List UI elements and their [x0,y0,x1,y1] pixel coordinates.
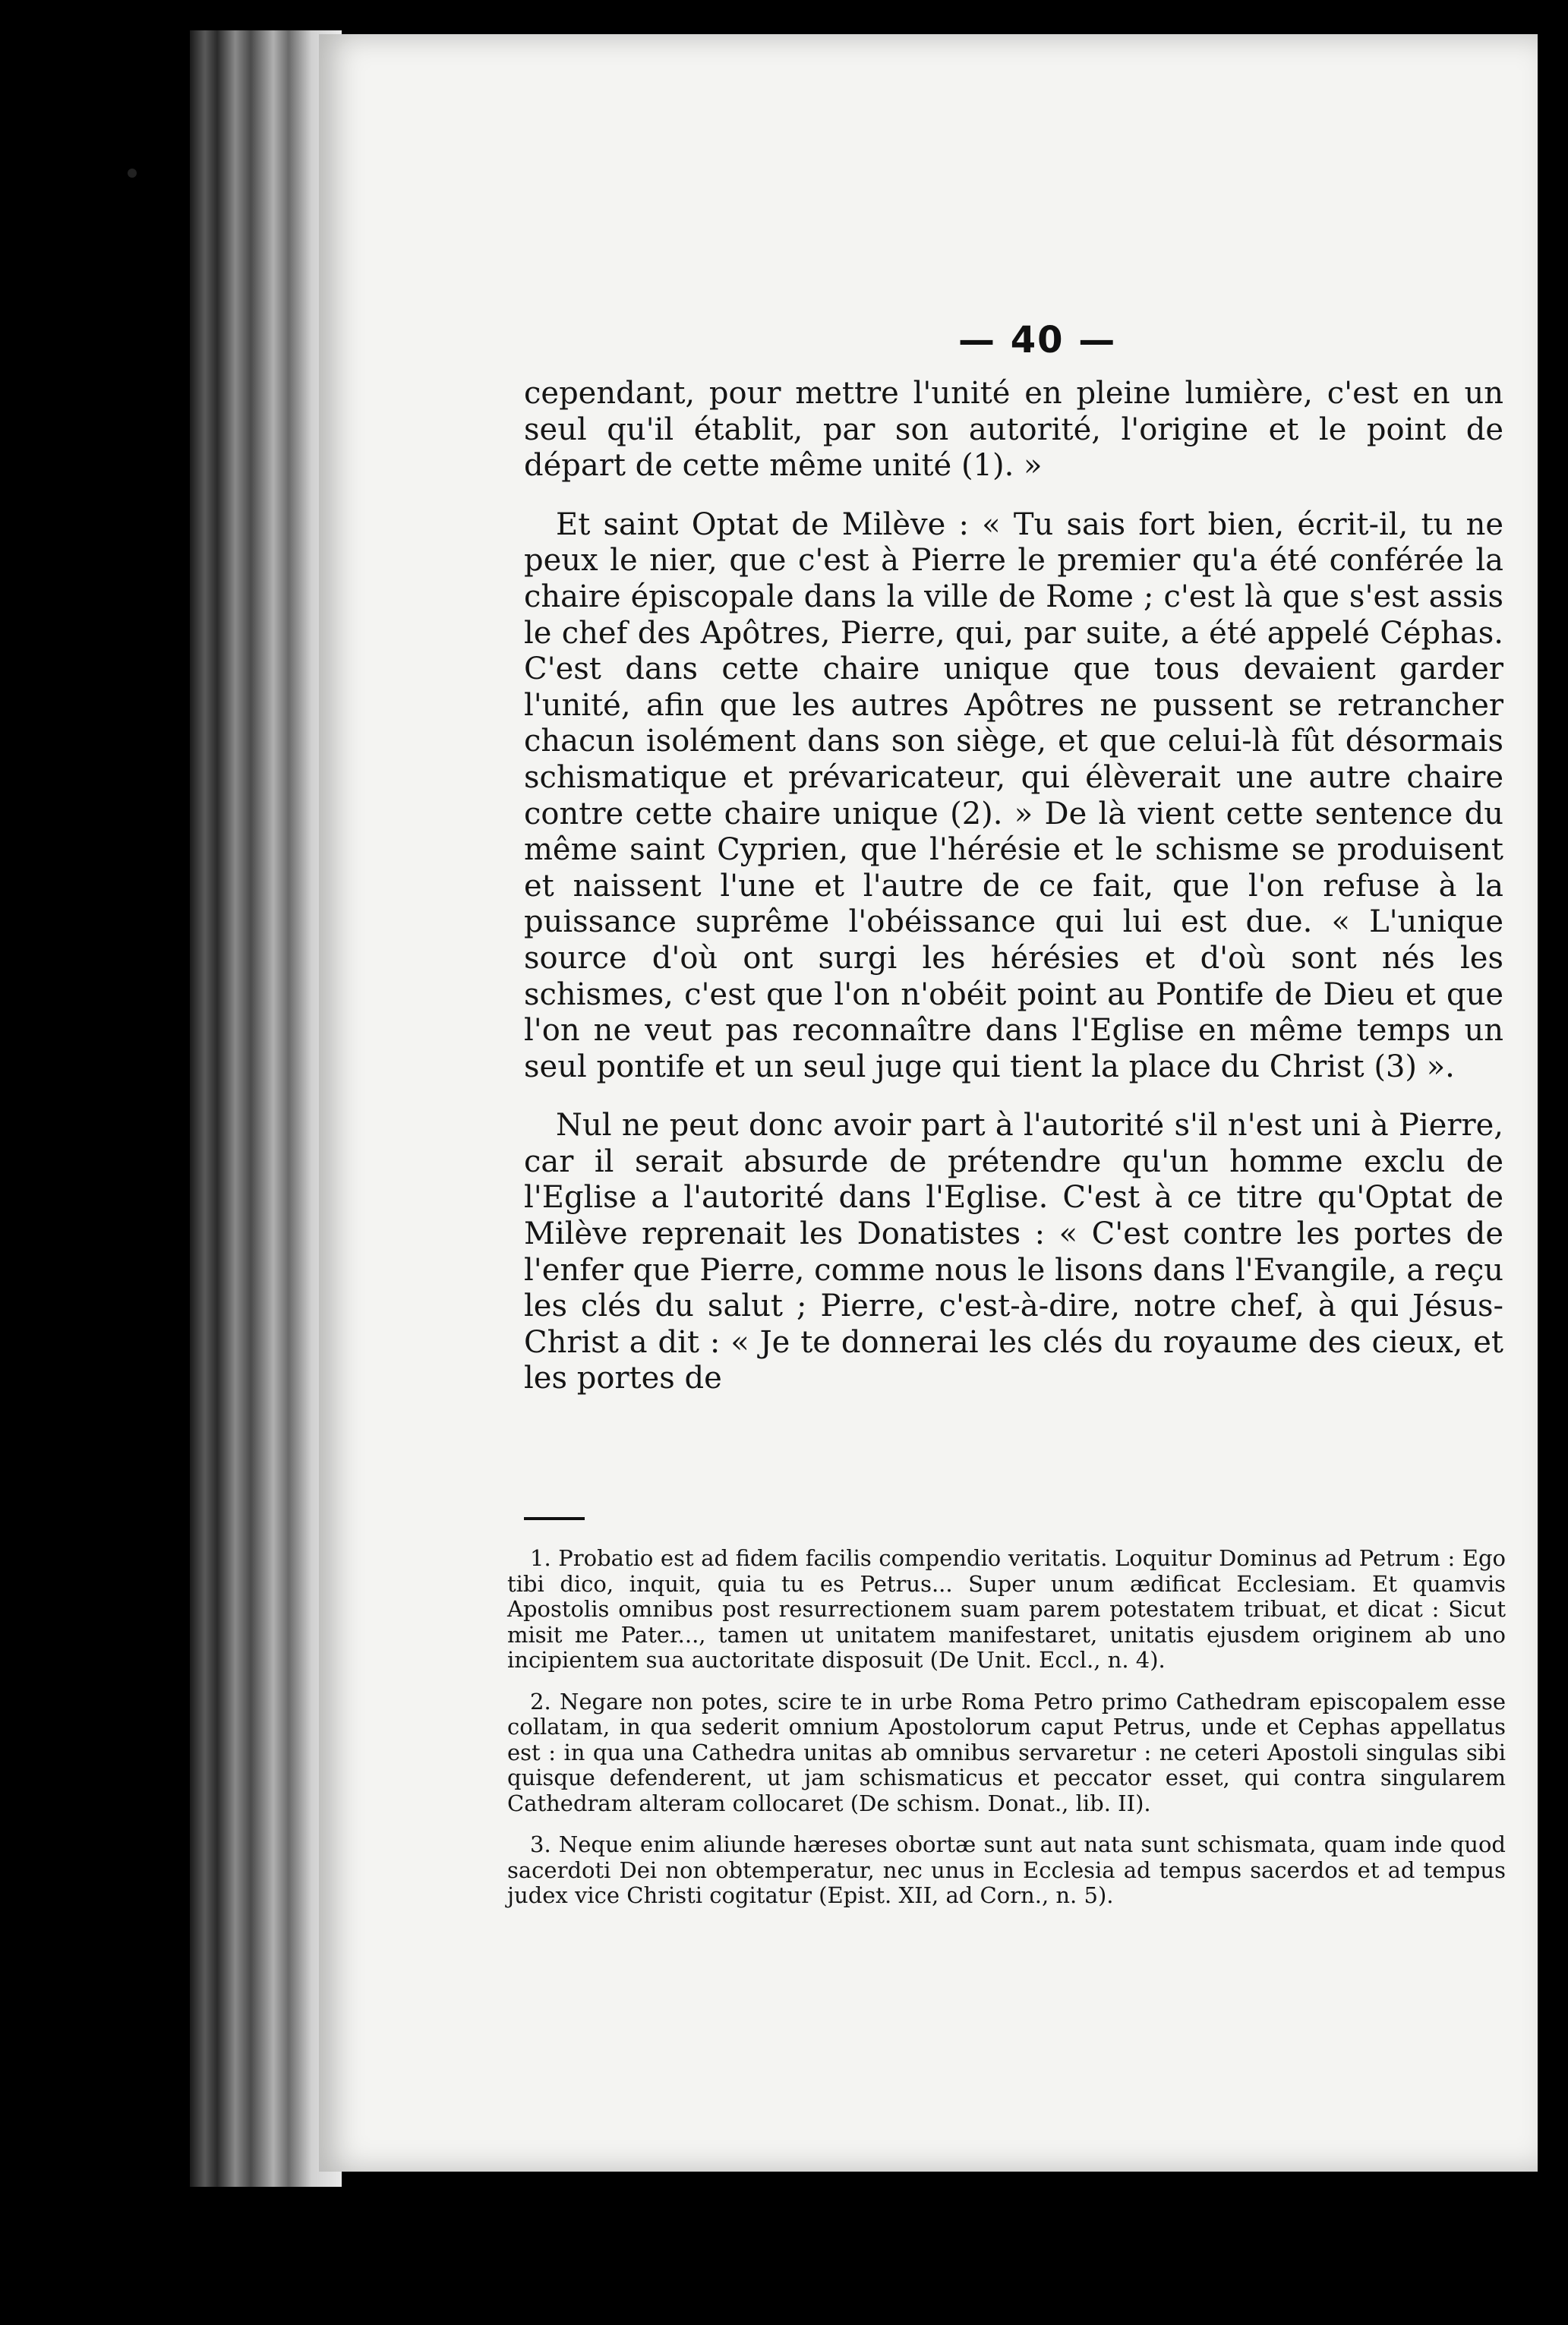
paragraph-2: Et saint Optat de Milève : « Tu sais fort bien, écrit-il, tu ne peux le nier, que c'est à Pierre le premier qu'a été conférée la chaire épiscopale dans la ville de Rome ; c'est là que s'est assis le chef des Apôtres, Pierre, qui, par suite, a été appelé Céphas. C'est dans cette chaire unique que tous devaient garder l'unité, afin que les autres Apôtres ne pussent se retrancher chacun isolément dans son siège, et que celui-là fût désormais schismatique et prévaricateur, qui élèverait une autre chaire contre cette chaire unique (2). » De là vient cette sentence du même saint Cyprien, que l'hérésie et le schisme se produisent et naissent l'une et l'autre de ce fait, que l'on refuse à la puissance suprême l'obéissance qui lui est due. « L'unique source d'où ont surgi les hérésies et d'où sont nés les schismes, c'est que l'on n'obéit point au Pontife de Dieu et que l'on ne veut pas reconnaître dans l'Eglise en même temps un seul pontife et un seul juge qui tient la place du Christ (3) ». [524,506,1503,1084]
footnote-1: 1. Probatio est ad fidem facilis compendio veritatis. Loquitur Dominus ad Petrum : Ego tibi dico, inquit, quia tu es Petrus... Super unum ædificat Ecclesiam. Et quamvis Apostolis omnibus post resurrectionem suam parem potestatem tribuat, et dicat : Sicut misit me Pater..., tamen ut unitatem manifestaret, unitatis ejusdem originem ab uno incipientem sua auctoritate disposuit (De Unit. Eccl., n. 4). [507,1545,1506,1673]
footnote-separator [524,1517,585,1520]
footnotes [507,1546,1506,1925]
footnote-2: 2. Negare non potes, scire te in urbe Roma Petro primo Cathedram episcopalem esse collatam, in qua sederit omnium Apostolorum caput Petrus, unde et Cephas appellatus est : in qua una Cathedra unitas ab omnibus servaretur : ne ceteri Apostoli singulas sibi quisque defenderent, ut jam schismaticus et peccator esset, qui contra singularem Cathedram alteram collocaret (De schism. Donat., lib. II). [507,1688,1506,1816]
main-text [524,376,1503,1420]
footnote-3: 3. Neque enim aliunde hæreses obortæ sunt aut nata sunt schismata, quam inde quod sacerdoti Dei non obtemperatur, nec unus in Ecclesia ad tempus sacerdos et ad tempus judex vice Christi cogitatur (Epist. XII, ad Corn., n. 5). [507,1831,1506,1908]
paragraph-1: cependant, pour mettre l'unité en pleine lumière, c'est en un seul qu'il établit, par son autorité, l'origine et le point de départ de cette même unité (1). » [524,376,1503,484]
paragraph-3: Nul ne peut donc avoir part à l'autorité s'il n'est uni à Pierre, car il serait absurde de prétendre qu'un homme exclu de l'Eglise a l'autorité dans l'Eglise. C'est à ce titre qu'Optat de Milève reprenait les Donatistes : « C'est contre les portes de l'enfer que Pierre, comme nous le lisons dans l'Evangile, a reçu les clés du salut ; Pierre, c'est-à-dire, notre chef, à qui Jésus-Christ a dit : « Je te donnerai les clés du royaume des cieux, et les portes de [524,1108,1503,1396]
scan-speck [128,169,137,178]
page-number: — 40 — [958,319,1117,361]
